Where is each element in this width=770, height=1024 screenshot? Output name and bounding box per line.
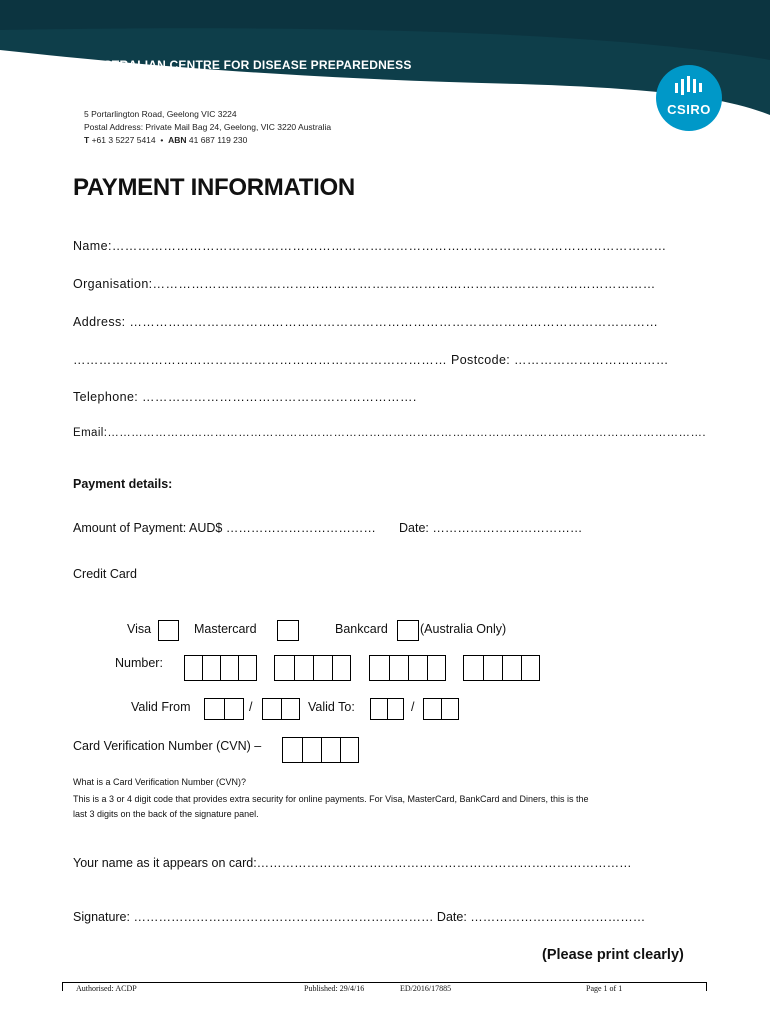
footer-rule [62,982,707,983]
valid-to-month[interactable] [370,698,404,720]
phone-prefix: T [84,135,90,145]
cvn-explanation-1: This is a 3 or 4 digit code that provides extra security for online payments. For Visa, MasterCard, BankCard and Diners, this is the [73,794,589,804]
abn-label: ABN [168,135,187,145]
valid-to-year[interactable] [423,698,459,720]
footer-page: Page 1 of 1 [586,984,623,993]
contact-line [84,135,247,145]
card-number-label: Number: [115,656,163,670]
card-number-group-4[interactable] [463,655,540,681]
logo-text: CSIRO [667,102,711,117]
name-field[interactable]: Name:………………………………………………………………………………………………………………… [73,239,667,253]
bullet: • [160,135,164,145]
cvn-label: Card Verification Number (CVN) – [73,739,262,753]
visa-checkbox[interactable] [158,620,179,641]
footer-authorised: Authorised: ACDP [76,984,137,993]
address-line-2: Postal Address: Private Mail Bag 24, Geelong, VIC 3220 Australia [84,122,332,132]
cvn-explanation-2: last 3 digits on the back of the signature panel. [73,809,259,819]
email-field[interactable]: Email:……………………………………………………………………………………………………………………………………. [73,427,706,439]
logo-bars-icon [673,74,705,98]
credit-card-label: Credit Card [73,567,137,581]
footer-reference: ED/2016/17885 [400,984,452,993]
address-postcode-field[interactable]: …………………………………………………………………………… Postcode: ……………………………… [73,353,669,367]
date-field[interactable]: Date: ……………………………… [399,521,583,535]
amount-field[interactable]: Amount of Payment: AUD$ ……………………………… [73,521,376,535]
valid-from-year[interactable] [262,698,300,720]
valid-from-slash: / [249,700,253,714]
mastercard-checkbox[interactable] [277,620,299,641]
phone-number: +61 3 5227 5414 [91,135,156,145]
valid-from-label: Valid From [131,700,191,714]
telephone-field[interactable]: Telephone: ………………………………………………………. [73,390,417,404]
address-line-1: 5 Portarlington Road, Geelong VIC 3224 [84,109,237,119]
card-number-group-3[interactable] [369,655,446,681]
bankcard-checkbox[interactable] [397,620,419,641]
footer-tick-left [62,982,63,991]
australia-only-label: (Australia Only) [420,622,507,636]
address-field[interactable]: Address: …………………………………………………………………………………………………………… [73,315,659,329]
mastercard-label: Mastercard [194,622,257,636]
footer-published: Published: 29/4/16 [304,984,365,993]
org-name: AUSTRALIAN CENTRE FOR DISEASE PREPAREDNESS [86,58,412,72]
footer-tick-right [706,982,707,991]
signature-date-field[interactable]: Signature: ……………………………………………………………… Date: …………………………………… [73,910,646,924]
valid-to-slash: / [411,700,415,714]
csiro-logo [656,65,722,131]
card-number-group-2[interactable] [274,655,351,681]
payment-details-heading: Payment details: [73,477,173,491]
bankcard-label: Bankcard [335,622,388,636]
valid-from-month[interactable] [204,698,244,720]
organisation-field[interactable]: Organisation:……………………………………………………………………………………………………… [73,277,656,291]
visa-label: Visa [127,622,152,636]
website-link[interactable]: www.csiro.au [86,74,170,89]
cvn-input[interactable] [282,737,359,763]
valid-to-label: Valid To: [308,700,355,714]
print-clearly-note: (Please print clearly) [542,947,684,963]
abn-number: 41 687 119 230 [188,135,248,145]
page-title: PAYMENT INFORMATION [73,174,355,201]
name-on-card-field[interactable]: Your name as it appears on card:……………………………………………………………………………… [73,856,632,870]
card-number-group-1[interactable] [184,655,257,681]
cvn-question: What is a Card Verification Number (CVN)? [73,777,247,787]
